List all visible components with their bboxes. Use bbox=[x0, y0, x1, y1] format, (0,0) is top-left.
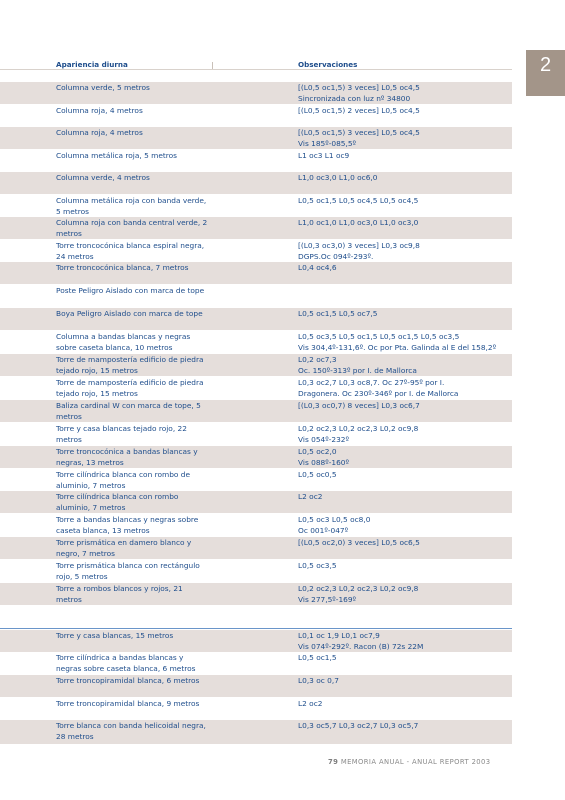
cell-line: caseta blanca, 13 metros bbox=[56, 525, 150, 535]
observations-cell bbox=[298, 173, 512, 184]
cell-line: L0,5 oc1,5 L0,5 oc7,5 bbox=[298, 309, 378, 318]
cell-line: Torre y casa blancas, 15 metros bbox=[56, 631, 174, 640]
daytime-appearance-cell bbox=[56, 699, 236, 710]
table-row bbox=[0, 560, 512, 582]
daytime-appearance-cell bbox=[56, 309, 236, 320]
daytime-appearance-cell bbox=[56, 332, 236, 353]
table-row bbox=[0, 262, 512, 284]
cell-line: [(L0,5 oc1,5) 3 veces] L0,5 oc4,5 bbox=[298, 128, 420, 137]
page-number: 79 bbox=[328, 758, 339, 766]
cell-line: Torre troncopiramidal blanca, 9 metros bbox=[56, 699, 200, 708]
cell-line: Vis 304,4º-131,6º. Oc por Pta. Galinda al E del 158,2º bbox=[298, 342, 497, 352]
table-row bbox=[0, 240, 512, 262]
cell-line: DGPS.Oc 094º-293º. bbox=[298, 251, 374, 261]
cell-line: Sincronizada con luz nº 34800 bbox=[298, 93, 411, 103]
table-row bbox=[0, 105, 512, 127]
cell-line: aluminio, 7 metros bbox=[56, 480, 126, 490]
table-row bbox=[0, 82, 512, 104]
observations-cell bbox=[298, 401, 512, 412]
cell-line: Dragonera. Oc 230º-346º por I. de Mallorca bbox=[298, 388, 459, 398]
cell-line: metros bbox=[56, 434, 82, 444]
table-row bbox=[0, 469, 512, 491]
cell-line: Torre prismática en damero blanco y bbox=[56, 538, 192, 547]
daytime-appearance-cell bbox=[56, 378, 236, 399]
section-divider bbox=[0, 628, 512, 629]
observations-cell bbox=[298, 631, 512, 652]
header-rule bbox=[0, 69, 512, 70]
cell-line: Vis 074º-292º. Racon (B) 72s 22M bbox=[298, 641, 424, 651]
cell-line: 5 metros bbox=[56, 206, 89, 216]
cell-line: tejado rojo, 15 metros bbox=[56, 388, 138, 398]
table-row bbox=[0, 675, 512, 697]
table-row bbox=[0, 285, 512, 307]
cell-line: Torre troncocónica a bandas blancas y bbox=[56, 447, 198, 456]
cell-line: metros bbox=[56, 411, 82, 421]
cell-line: Columna verde, 4 metros bbox=[56, 173, 150, 182]
cell-line: Torre cilíndrica blanca con rombo de bbox=[56, 470, 191, 479]
cell-line: negras, 13 metros bbox=[56, 457, 124, 467]
daytime-appearance-cell bbox=[56, 151, 236, 162]
observations-cell bbox=[298, 83, 512, 104]
cell-line: Torre troncopiramidal blanca, 6 metros bbox=[56, 676, 200, 685]
observations-cell bbox=[298, 584, 512, 605]
daytime-appearance-cell bbox=[56, 241, 236, 262]
daytime-appearance-cell bbox=[56, 676, 236, 687]
daytime-appearance-cell bbox=[56, 561, 236, 582]
daytime-appearance-cell bbox=[56, 515, 236, 536]
cell-line: L1,0 oc3,0 L1,0 oc6,0 bbox=[298, 173, 378, 182]
daytime-appearance-cell bbox=[56, 196, 236, 217]
cell-line: L0,3 oc 0,7 bbox=[298, 676, 339, 685]
cell-line: Torre cilíndrica blanca con rombo bbox=[56, 492, 179, 501]
table-row bbox=[0, 354, 512, 376]
cell-line: Columna a bandas blancas y negras bbox=[56, 332, 191, 341]
cell-line: L0,2 oc2,3 L0,2 oc2,3 L0,2 oc9,8 bbox=[298, 584, 419, 593]
observations-cell bbox=[298, 676, 512, 687]
cell-line: Vis 054º-232º bbox=[298, 434, 349, 444]
daytime-appearance-cell bbox=[56, 128, 236, 139]
cell-line: metros bbox=[56, 594, 82, 604]
cell-line: L0,5 oc1,5 L0,5 oc4,5 L0,5 oc4,5 bbox=[298, 196, 419, 205]
daytime-appearance-cell bbox=[56, 721, 236, 742]
table-row bbox=[0, 652, 512, 674]
observations-cell bbox=[298, 447, 512, 468]
cell-line: Torre cilíndrica a bandas blancas y bbox=[56, 653, 184, 662]
chapter-tab: 2 bbox=[526, 50, 565, 96]
cell-line: Columna metálica roja con banda verde, bbox=[56, 196, 207, 205]
cell-line: L0,2 oc7,3 bbox=[298, 355, 337, 364]
observations-cell bbox=[298, 309, 512, 320]
cell-line: [(L0,5 oc2,0) 3 veces] L0,5 oc6,5 bbox=[298, 538, 420, 547]
daytime-appearance-cell bbox=[56, 286, 236, 297]
cell-line: Poste Peligro Aislado con marca de tope bbox=[56, 286, 205, 295]
cell-line: Torre a rombos blancos y rojos, 21 bbox=[56, 584, 183, 593]
daytime-appearance-cell bbox=[56, 424, 236, 445]
cell-line: Torre troncocónica blanca espiral negra, bbox=[56, 241, 205, 250]
daytime-appearance-cell bbox=[56, 173, 236, 184]
cell-line: L0,3 oc5,7 L0,3 oc2,7 L0,3 oc5,7 bbox=[298, 721, 419, 730]
table-row bbox=[0, 127, 512, 149]
cell-line: sobre caseta blanca, 10 metros bbox=[56, 342, 173, 352]
observations-cell bbox=[298, 106, 512, 117]
page-footer bbox=[328, 758, 490, 766]
table-row bbox=[0, 514, 512, 536]
table-row bbox=[0, 720, 512, 744]
daytime-appearance-cell bbox=[56, 401, 236, 422]
observations-cell bbox=[298, 332, 512, 353]
cell-line: L1,0 oc1,0 L1,0 oc3,0 L1,0 oc3,0 bbox=[298, 218, 419, 227]
observations-cell bbox=[298, 653, 512, 664]
table-row bbox=[0, 423, 512, 445]
daytime-appearance-cell bbox=[56, 631, 236, 642]
observations-cell bbox=[298, 538, 512, 549]
observations-cell bbox=[298, 196, 512, 207]
cell-line: rojo, 5 metros bbox=[56, 571, 108, 581]
observations-cell bbox=[298, 378, 512, 399]
table-row bbox=[0, 308, 512, 330]
observations-cell bbox=[298, 424, 512, 445]
observations-cell bbox=[298, 218, 512, 229]
cell-line: Baliza cardinal W con marca de tope, 5 bbox=[56, 401, 201, 410]
table-row bbox=[0, 606, 512, 628]
daytime-appearance-cell bbox=[56, 83, 236, 94]
cell-line: negras sobre caseta blanca, 6 metros bbox=[56, 663, 196, 673]
cell-line: aluminio, 7 metros bbox=[56, 502, 126, 512]
cell-line: Torre a bandas blancas y negras sobre bbox=[56, 515, 199, 524]
table-row bbox=[0, 217, 512, 239]
cell-line: Torre troncocónica blanca, 7 metros bbox=[56, 263, 189, 272]
cell-line: 28 metros bbox=[56, 731, 94, 741]
cell-line: L0,5 oc3 L0,5 oc8,0 bbox=[298, 515, 371, 524]
cell-line: L0,3 oc2,7 L0,3 oc8,7. Oc 27º-95º por I. bbox=[298, 378, 445, 387]
observations-cell bbox=[298, 699, 512, 710]
table-row bbox=[0, 630, 512, 652]
cell-line: [(L0,3 oc0,7) 8 veces] L0,3 oc6,7 bbox=[298, 401, 420, 410]
daytime-appearance-cell bbox=[56, 538, 236, 559]
cell-line: Columna verde, 5 metros bbox=[56, 83, 150, 92]
cell-line: Boya Peligro Aislado con marca de tope bbox=[56, 309, 203, 318]
cell-line: L0,5 oc3,5 L0,5 oc1,5 L0,5 oc1,5 L0,5 oc3,5 bbox=[298, 332, 460, 341]
cell-line: metros bbox=[56, 228, 82, 238]
cell-line: L0,5 oc3,5 bbox=[298, 561, 337, 570]
cell-line: Oc 001º-047º bbox=[298, 525, 349, 535]
cell-line: negro, 7 metros bbox=[56, 548, 115, 558]
table-row bbox=[0, 172, 512, 194]
cell-line: Vis 088º-160º bbox=[298, 457, 349, 467]
cell-line: L1 oc3 L1 oc9 bbox=[298, 151, 350, 160]
cell-line: Columna metálica roja, 5 metros bbox=[56, 151, 178, 160]
table-row bbox=[0, 491, 512, 513]
cell-line: Torre prismática blanca con rectángulo bbox=[56, 561, 200, 570]
table-row bbox=[0, 377, 512, 399]
cell-line: [(L0,5 oc1,5) 2 veces] L0,5 oc4,5 bbox=[298, 106, 420, 115]
daytime-appearance-cell bbox=[56, 355, 236, 376]
daytime-appearance-cell bbox=[56, 106, 236, 117]
footer-text: MEMORIA ANUAL - ANUAL REPORT 2003 bbox=[340, 758, 491, 766]
cell-line: L0,5 oc2,0 bbox=[298, 447, 337, 456]
table-row bbox=[0, 583, 512, 605]
table-row bbox=[0, 537, 512, 559]
cell-line: L0,2 oc2,3 L0,2 oc2,3 L0,2 oc9,8 bbox=[298, 424, 419, 433]
cell-line: [(L0,5 oc1,5) 3 veces] L0,5 oc4,5 bbox=[298, 83, 420, 92]
observations-cell bbox=[298, 721, 512, 732]
cell-line: Torre blanca con banda helicoidal negra, bbox=[56, 721, 206, 730]
daytime-appearance-cell bbox=[56, 447, 236, 468]
cell-line: Vis 277,5º-169º bbox=[298, 594, 357, 604]
cell-line: Columna roja, 4 metros bbox=[56, 128, 143, 137]
table-row bbox=[0, 698, 512, 720]
table-row bbox=[0, 195, 512, 217]
daytime-appearance-cell bbox=[56, 584, 236, 605]
cell-line: Vis 185º-085,5º bbox=[298, 138, 357, 148]
cell-line: Torre de mampostería edificio de piedra bbox=[56, 355, 204, 364]
observations-cell bbox=[298, 492, 512, 503]
cell-line: L0,5 oc1,5 bbox=[298, 653, 337, 662]
cell-line: L2 oc2 bbox=[298, 699, 323, 708]
column-header-observations: Observaciones bbox=[298, 60, 358, 69]
cell-line: L0,5 oc0,5 bbox=[298, 470, 337, 479]
cell-line: tejado rojo, 15 metros bbox=[56, 365, 138, 375]
cell-line: Columna roja con banda central verde, 2 bbox=[56, 218, 208, 227]
table-row bbox=[0, 150, 512, 172]
cell-line: [(L0,3 oc3,0) 3 veces] L0,3 oc9,8 bbox=[298, 241, 420, 250]
cell-line: Torre y casa blancas tejado rojo, 22 bbox=[56, 424, 187, 433]
observations-cell bbox=[298, 561, 512, 572]
cell-line: L0,1 oc 1,9 L0,1 oc7,9 bbox=[298, 631, 380, 640]
daytime-appearance-cell bbox=[56, 492, 236, 513]
table-row bbox=[0, 331, 512, 354]
observations-cell bbox=[298, 355, 512, 376]
observations-cell bbox=[298, 470, 512, 481]
cell-line: L0,4 oc4,6 bbox=[298, 263, 337, 272]
column-header-daytime-appearance: Apariencia diurna bbox=[56, 60, 128, 69]
observations-cell bbox=[298, 128, 512, 149]
daytime-appearance-cell bbox=[56, 263, 236, 274]
cell-line: L2 oc2 bbox=[298, 492, 323, 501]
daytime-appearance-cell bbox=[56, 218, 236, 239]
table-row bbox=[0, 400, 512, 422]
table-row bbox=[0, 446, 512, 468]
cell-line: Torre de mampostería edificio de piedra bbox=[56, 378, 204, 387]
daytime-appearance-cell bbox=[56, 653, 236, 674]
daytime-appearance-cell bbox=[56, 470, 236, 491]
observations-cell bbox=[298, 263, 512, 274]
cell-line: Oc. 150º-313º por I. de Mallorca bbox=[298, 365, 417, 375]
observations-cell bbox=[298, 241, 512, 262]
observations-cell bbox=[298, 151, 512, 162]
observations-cell bbox=[298, 515, 512, 536]
cell-line: Columna roja, 4 metros bbox=[56, 106, 143, 115]
cell-line: 24 metros bbox=[56, 251, 94, 261]
